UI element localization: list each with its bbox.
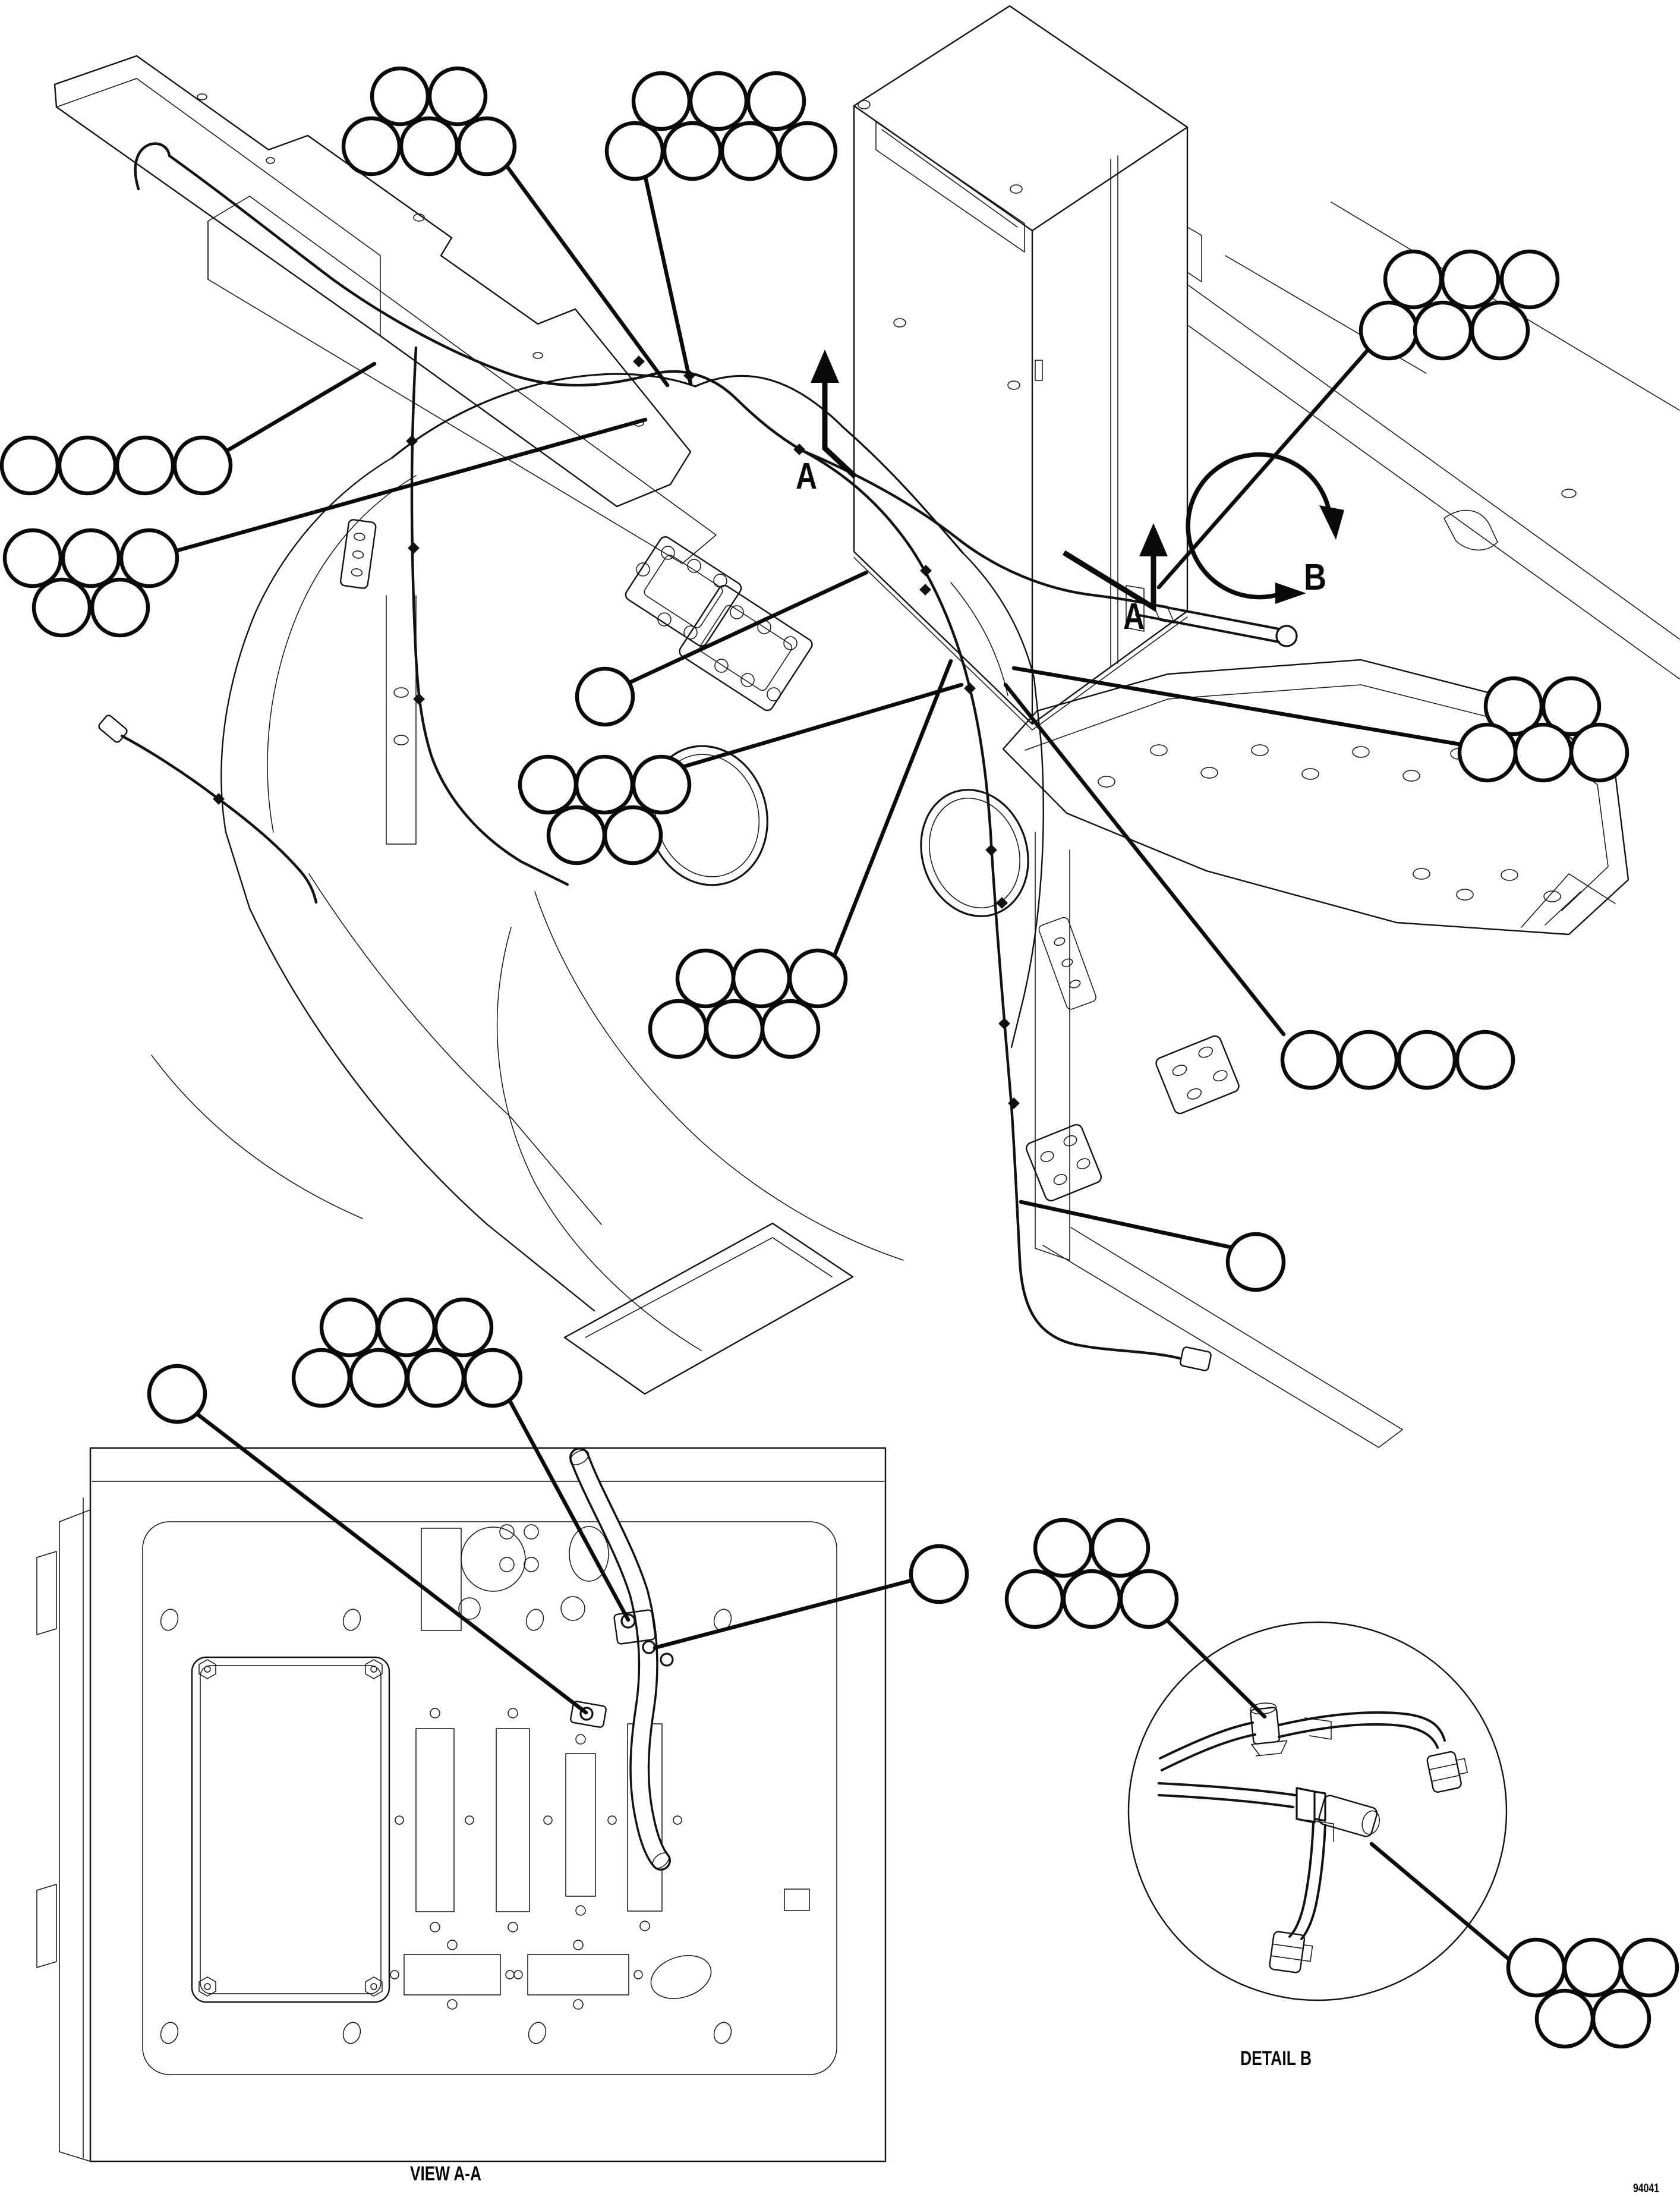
- diagram-label: A: [796, 456, 817, 497]
- panel-hose: [568, 1447, 673, 1871]
- callout-balloon: [436, 1299, 491, 1355]
- callout-balloon: [59, 437, 115, 493]
- callout-balloon: [1092, 1520, 1148, 1576]
- leader-line: [1006, 685, 1284, 1034]
- callout-balloon: [1621, 1940, 1677, 1995]
- callout-balloon: [1341, 1032, 1397, 1088]
- callout-balloon: [149, 1366, 205, 1422]
- callout-balloon: [664, 123, 720, 179]
- cowl-body: [152, 374, 1044, 1394]
- callout-balloon: [605, 807, 661, 863]
- callout-balloon: [1385, 251, 1441, 307]
- callout-balloon: [63, 530, 119, 586]
- machine-structure: [55, 6, 1679, 1447]
- callout-balloon: [1415, 303, 1471, 358]
- diagram-label: A: [1123, 596, 1145, 637]
- callout-balloon: [1282, 1032, 1338, 1088]
- diagram-label: 94041: [1633, 2182, 1660, 2195]
- callout-balloon: [1121, 1571, 1177, 1627]
- callout-balloon: [707, 1001, 762, 1057]
- callout-balloon: [549, 807, 604, 863]
- section-arrow-a2: [1066, 523, 1168, 608]
- leader-line: [1372, 1844, 1516, 1965]
- callout-balloon: [1035, 1520, 1091, 1576]
- callout-balloon: [520, 757, 576, 813]
- callout-balloon: [1361, 303, 1417, 358]
- section-arrows: [811, 350, 1344, 608]
- leader-line: [631, 572, 866, 682]
- callout-balloon: [1515, 725, 1571, 780]
- callout-balloon: [294, 1350, 349, 1406]
- diagram-label: VIEW A-A: [410, 2163, 481, 2185]
- cabinet: [854, 6, 1202, 730]
- callout-balloon: [372, 68, 428, 124]
- callout-balloon: [1460, 725, 1515, 780]
- callout-balloon: [5, 530, 61, 586]
- callout-balloon: [1593, 1991, 1649, 2047]
- diagram-label: DETAIL B: [1240, 2047, 1312, 2070]
- view-aa-panel: [37, 1447, 885, 2161]
- callout-balloon: [677, 950, 733, 1006]
- callout-balloon: [650, 1001, 706, 1057]
- callout-balloon: [1502, 251, 1558, 307]
- callout-balloon: [733, 950, 789, 1006]
- callout-balloon: [92, 580, 148, 635]
- callout-balloon: [117, 437, 173, 493]
- diagram-label: B: [1304, 557, 1326, 598]
- callout-balloon: [1472, 303, 1528, 358]
- harnesses: [97, 144, 1297, 1371]
- callout-balloon: [633, 73, 689, 129]
- callout-balloon: [1457, 1032, 1513, 1088]
- callout-balloon: [576, 757, 632, 813]
- callout-balloon: [1565, 1940, 1621, 1995]
- leader-line: [197, 1414, 586, 1713]
- callout-balloon: [321, 1299, 377, 1355]
- callout-balloon: [343, 118, 399, 174]
- leader-line: [645, 174, 691, 383]
- callout-balloon: [748, 73, 804, 129]
- callout-balloon: [691, 73, 746, 129]
- callout-balloon: [121, 530, 177, 586]
- callout-balloon: [459, 118, 515, 174]
- callout-balloon: [465, 1350, 521, 1406]
- callout-balloons: [2, 68, 1677, 2047]
- leader-line: [1014, 668, 1460, 744]
- callout-balloon: [1007, 1571, 1063, 1627]
- callout-balloon: [1228, 1234, 1284, 1290]
- callout-balloon: [722, 123, 778, 179]
- connector-blocks: [623, 534, 814, 712]
- callout-balloon: [1399, 1032, 1455, 1088]
- callout-balloon: [401, 118, 457, 174]
- callout-balloon: [911, 1546, 967, 1602]
- leader-line: [1021, 1202, 1230, 1247]
- callout-balloon: [633, 757, 689, 813]
- callout-balloon: [790, 950, 846, 1006]
- callout-balloon: [408, 1350, 464, 1406]
- lower-right-frame: [1025, 832, 1402, 1447]
- callout-balloon: [34, 580, 90, 635]
- callout-balloon: [379, 1299, 434, 1355]
- callout-balloon: [2, 437, 58, 493]
- leader-line: [225, 364, 374, 452]
- callout-balloon: [430, 68, 486, 124]
- leader-line: [681, 685, 962, 767]
- leader-line: [1159, 348, 1370, 587]
- callout-balloon: [351, 1350, 406, 1406]
- callout-balloon: [780, 123, 836, 179]
- callout-balloon: [607, 123, 663, 179]
- callout-balloon: [1537, 1991, 1593, 2047]
- leader-line: [506, 165, 667, 385]
- callout-balloon: [1442, 251, 1498, 307]
- callout-balloon: [762, 1001, 818, 1057]
- callout-balloon: [1064, 1571, 1120, 1627]
- callout-balloon: [577, 669, 633, 725]
- callout-balloon: [1571, 725, 1627, 780]
- leader-line: [655, 1581, 911, 1648]
- callout-balloon: [175, 437, 231, 493]
- detail-b: [1129, 1622, 1506, 2000]
- callout-balloon: [1508, 1940, 1564, 1995]
